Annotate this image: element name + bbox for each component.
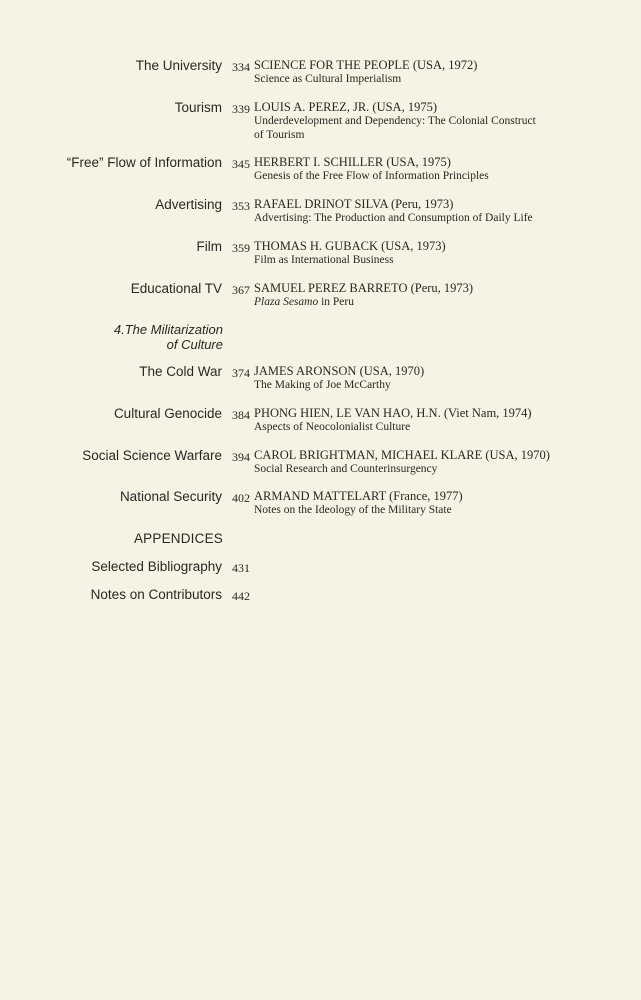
section-heading-line1: 4.The Militarization (113, 322, 223, 337)
toc-title: Film as International Business (254, 254, 394, 266)
toc-topic: Social Science Warfare (82, 448, 222, 463)
toc-title: Advertising: The Production and Consumption of Daily Life (254, 212, 533, 224)
toc-title: The Making of Joe McCarthy (254, 379, 391, 391)
toc-topic: The University (135, 58, 222, 73)
toc-page-number: 345 (232, 157, 250, 171)
toc-page-number: 339 (232, 102, 250, 116)
toc-author: CAROL BRIGHTMAN, MICHAEL KLARE (USA, 1970) (254, 448, 550, 462)
toc-topic: Educational TV (130, 281, 222, 296)
toc-title-rest: in Peru (318, 296, 354, 308)
toc-detail (254, 364, 634, 392)
toc-title-continued: of Tourism (254, 129, 305, 141)
toc-author: SCIENCE FOR THE PEOPLE (USA, 1972) (254, 58, 478, 72)
toc-author: JAMES ARONSON (USA, 1970) (254, 364, 425, 378)
toc-title: Aspects of Neocolonialist Culture (254, 421, 411, 433)
toc-title (254, 295, 634, 309)
toc-topic: “Free” Flow of Information (66, 155, 222, 170)
toc-author: LOUIS A. PEREZ, JR. (USA, 1975) (254, 100, 437, 114)
toc-title: Science as Cultural Imperialism (254, 73, 402, 85)
toc-title: Genesis of the Free Flow of Information Principles (254, 170, 489, 182)
toc-page-number: 334 (232, 60, 250, 74)
toc-detail (254, 58, 634, 86)
toc-page-number: 384 (232, 408, 250, 422)
toc-detail (254, 448, 634, 476)
toc-page-number: 367 (232, 283, 250, 297)
toc-topic: Cultural Genocide (113, 406, 222, 421)
toc-page-number: 359 (232, 241, 250, 255)
appendix-entry (0, 559, 641, 577)
section-heading (114, 322, 223, 352)
toc-topic: Film (196, 239, 222, 254)
toc-topic: Advertising (155, 197, 222, 212)
appendices-heading: APPENDICES (133, 531, 223, 546)
toc-author: PHONG HIEN, LE VAN HAO, H.N. (Viet Nam, 1974) (254, 406, 532, 420)
appendix-page-number: 442 (232, 589, 250, 603)
toc-topic: The Cold War (139, 364, 222, 379)
toc-title: Notes on the Ideology of the Military State (254, 504, 452, 516)
toc-detail (254, 197, 634, 225)
toc-author: ARMAND MATTELART (France, 1977) (254, 489, 463, 503)
toc-title: Social Research and Counterinsurgency (254, 463, 438, 475)
toc-detail (254, 406, 634, 434)
toc-page-number: 394 (232, 450, 250, 464)
appendix-page-number: 431 (232, 561, 250, 575)
toc-author: SAMUEL PEREZ BARRETO (Peru, 1973) (254, 281, 474, 295)
appendix-entry (0, 587, 641, 605)
appendix-label: Notes on Contributors (90, 587, 222, 602)
toc-topic: Tourism (174, 100, 222, 115)
toc-page-number: 374 (232, 366, 250, 380)
toc-author: HERBERT I. SCHILLER (USA, 1975) (254, 155, 451, 169)
appendix-label: Selected Bibliography (91, 559, 222, 574)
toc-page-number: 353 (232, 199, 250, 213)
toc-author: RAFAEL DRINOT SILVA (Peru, 1973) (254, 197, 454, 211)
toc-detail (254, 489, 634, 517)
section-heading-line2: of Culture (166, 337, 223, 352)
toc-topic: National Security (119, 489, 222, 504)
toc-author: THOMAS H. GUBACK (USA, 1973) (254, 239, 446, 253)
toc-title-italic: Plaza Sesamo (254, 296, 319, 308)
toc-page-number: 402 (232, 491, 250, 505)
toc-detail (254, 155, 634, 183)
toc-detail (254, 281, 634, 309)
toc-title: Underdevelopment and Dependency: The Colonial Construct (254, 115, 536, 127)
toc-detail (254, 239, 634, 267)
toc-detail (254, 100, 634, 142)
